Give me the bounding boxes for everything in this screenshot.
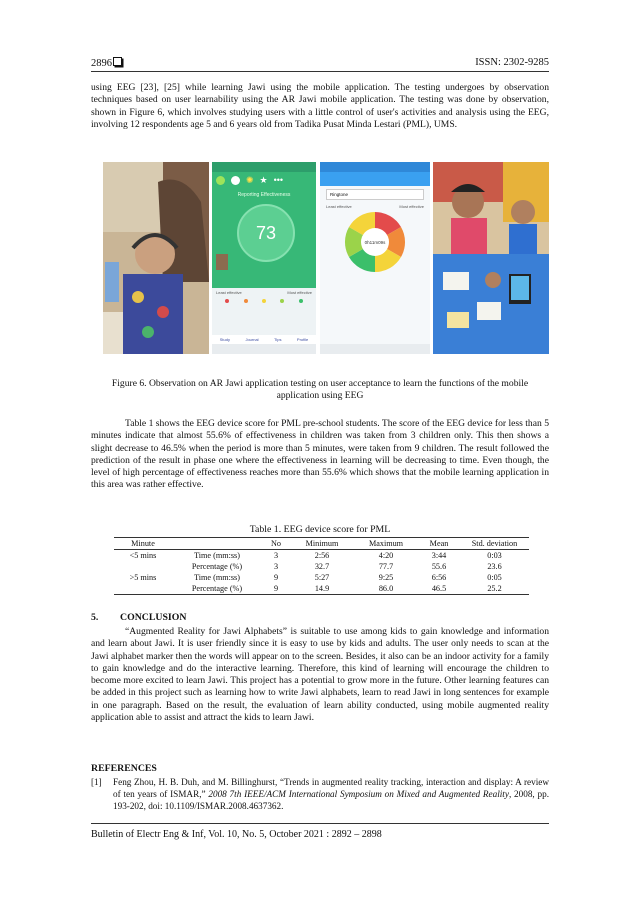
legend-right: Most effective [399, 204, 424, 209]
table-row: >5 mins Time (mm:ss) 9 5:27 9:25 6:56 0:05 [129, 573, 502, 582]
dropdown-select[interactable]: Ringtone [326, 189, 424, 200]
app-title: Reporting Effectiveness [237, 192, 291, 198]
box-icon [113, 57, 122, 66]
star-icon: ★ [259, 174, 268, 185]
legend-left: Least effective [216, 290, 242, 295]
search-icon [216, 176, 225, 185]
sun-icon: ✺ [246, 174, 254, 185]
photo-children-testing [433, 162, 549, 354]
body-paragraph: Table 1 shows the EEG device score for PML pre-school students. The score of the EEG device for less than 5 minutes indicate that almost 55.6% of effectiveness in children was taken from 3 children only. This then shows a slight decrease to 46.5% when the period is more than 5 minutes, were taken from 9 children. The result followed the prediction of the result in phase one where the effectiveness in learning will be decreasing to time. Even though, the level of high percentage of effectiveness reaches more than 55.6% which shows that the mobile learning application in this area was rather effective. [91, 418, 549, 491]
table-caption: Table 1. EEG device score for PML [249, 524, 391, 535]
header-rule [91, 71, 549, 72]
legend-left: Least effective [326, 204, 352, 209]
pie-center: 0h11m09s [364, 240, 386, 245]
table-row: <5 mins Time (mm:ss) 3 2:56 4:20 3:44 0:03 [129, 551, 502, 560]
table-row: Percentage (%) 9 14.9 86.0 46.5 25.2 [114, 583, 529, 595]
screenshot-effectiveness-chart [320, 162, 430, 354]
eeg-score-table [114, 537, 529, 595]
screenshot-reporting-effectiveness [212, 162, 316, 354]
references-heading: REFERENCES [91, 763, 157, 774]
issn: ISSN: 2302-9285 [475, 57, 549, 68]
nav-study[interactable]: Study [219, 337, 230, 342]
table-header-row: Minute No Minimum Maximum Mean Std. deviation [114, 538, 529, 550]
face-icon [231, 176, 240, 185]
running-footer: Bulletin of Electr Eng & Inf, Vol. 10, No. 5, October 2021 : 2892 – 2898 [91, 829, 382, 840]
score-circle [237, 204, 295, 262]
legend-right: Most effective [287, 290, 312, 295]
avatar [216, 254, 228, 270]
effectiveness-pie [320, 204, 430, 284]
dots-icon: ••• [273, 175, 284, 185]
figure-caption: Figure 6. Observation on AR Jawi application testing on user acceptance to learn the functions of the mobile application using EEG [111, 378, 529, 402]
score-value: 73 [255, 222, 277, 243]
reference-item: [1] Feng Zhou, H. B. Duh, and M. Billinghurst, “Trends in augmented reality tracking, interaction and display: A review of ten years of ISMAR,” 2008 7th IEEE/ACM International Symposium on Mixed and Augmented Reality, 2008, pp. 193-202, doi: 10.1109/ISMAR.2008.4637362. [91, 777, 549, 812]
intro-paragraph: using EEG [23], [25] while learning Jawi using the mobile application. The testing undergoes by observation techniques based on user learnability using the AR Jawi mobile application. The testing was done by observation, shown in Figure 6, which involves studying users with a little control of user's activities and analysis using the EEG, involving 12 respondents age 5 and 6 years old from Tadika Pusat Minda Lestari (PML), UMS. [91, 82, 549, 130]
table-row: Percentage (%) 3 32.7 77.7 55.6 23.6 [191, 562, 502, 571]
conclusion-paragraph: “Augmented Reality for Jawi Alphabets” is suitable to use among kids to gain knowledge and information and learn about Jawi. It is user friendly since it is easy to use by kids and adults. The user only needs to scan at the Jawi alphabet marker then the words will appear on to the screen. Besides, it also can be an indoor activity for a family to gain knowledge and do the interactive learning. Therefore, this kind of learning will encourage the children to become more excited to learn Jawi. This project has a potential to grow more in the future. Other learning features can be added in this project such as learning how to write Jawi alphabets, learn to read Jawi in long sentences for example in one paragraph. Based on the result, the evaluation of learn ability conducted, using mobile augmented reality application able to assist and attract the kids to learn Jawi. [91, 626, 549, 724]
photo-eeg-child [103, 162, 209, 354]
nav-journal[interactable]: Journal [245, 337, 259, 342]
footer-rule [91, 823, 549, 824]
nav-tips[interactable]: Tips [274, 337, 282, 342]
nav-profile[interactable]: Profile [296, 337, 309, 342]
page-number: 2896 [91, 57, 122, 69]
